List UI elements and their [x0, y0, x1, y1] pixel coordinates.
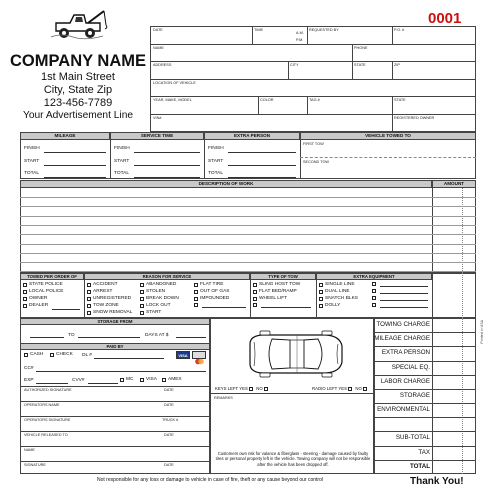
service-total-label: TOTAL: [114, 171, 130, 176]
location-label: LOCATION OF VEHICLE: [153, 81, 196, 85]
reason-for-service-header: REASON FOR SERVICE: [84, 273, 250, 280]
pm-label: P.M.: [296, 38, 304, 42]
release-signature-label: SIGNATURE: [24, 463, 46, 467]
type-of-tow-header: TYPE OF TOW: [250, 273, 316, 280]
po-label: P.O. #: [394, 28, 405, 32]
charge-label: LABOR CHARGE: [380, 377, 430, 385]
paid-by-header: PAID BY: [20, 343, 210, 350]
service-finish-label: FINISH: [114, 146, 130, 151]
reason-lock-out[interactable]: LOCK OUT: [140, 302, 171, 310]
reason-arrest[interactable]: ARREST: [87, 288, 112, 296]
paid-visa[interactable]: VISA: [140, 376, 157, 384]
towed-owner[interactable]: OWNER: [23, 295, 47, 303]
charge-label: TOTAL: [409, 462, 430, 470]
dl-label: DL #: [82, 353, 92, 358]
equip-other-4[interactable]: [372, 302, 378, 309]
work-line[interactable]: [20, 206, 476, 207]
paid-amex[interactable]: AMEX: [162, 376, 182, 384]
equip-dual-line[interactable]: DUAL LINE: [319, 288, 350, 296]
equip-other-3[interactable]: [372, 295, 378, 302]
service-start-label: START: [114, 159, 130, 164]
state-label: STATE: [354, 63, 366, 67]
charge-amount-field[interactable]: [434, 390, 474, 402]
side-print-text: Printed in USA: [480, 320, 484, 344]
extra-finish-label: FINISH: [208, 146, 224, 151]
state2-label: STATE: [394, 98, 406, 102]
paid-mc[interactable]: MC: [120, 376, 133, 384]
invoice-number: 0001: [428, 10, 462, 27]
name-label: NAME: [153, 46, 164, 50]
extra-person-header: EXTRA PERSON: [204, 132, 300, 140]
charge-amount-field[interactable]: [434, 376, 474, 388]
tow-other[interactable]: [253, 302, 259, 309]
release-name-label: NAME: [24, 448, 35, 452]
address-label: ADDRESS: [153, 63, 172, 67]
time-label: TIME: [254, 28, 264, 32]
reason-stolen[interactable]: STOLEN: [140, 288, 165, 296]
exp-label: EXP: [24, 378, 34, 383]
reason-impounded[interactable]: IMPOUNDED: [194, 295, 229, 303]
tow-truck-logo-icon: [50, 7, 108, 43]
date-field[interactable]: [153, 33, 250, 43]
vehicle-released-to-label: VEHICLE RELEASED TO: [24, 433, 68, 437]
tow-wheel-lift[interactable]: WHEEL LIFT: [253, 295, 287, 303]
charge-label: SPECIAL EQ.: [391, 363, 430, 371]
work-line[interactable]: [20, 197, 476, 198]
operators-name-label: OPERATORS NAME: [24, 403, 60, 407]
charge-label: ENVIRONMENTAL: [377, 406, 430, 414]
tow-flat-bed[interactable]: FLAT BED/RAMP: [253, 288, 297, 296]
extra-equipment-header: EXTRA EQUIPMENT: [316, 273, 432, 280]
mastercard-icon: [192, 351, 206, 359]
reason-snow-removal[interactable]: SNOW REMOVAL: [87, 309, 132, 317]
thank-you-text: Thank You!: [410, 476, 464, 487]
reason-out-of-gas[interactable]: OUT OF GAS: [194, 288, 230, 296]
cvv-label: CVV#: [72, 378, 85, 383]
vehicle-towed-to-header: VEHICLE TOWED TO: [300, 132, 476, 140]
date-label: DATE: [153, 28, 163, 32]
reason-accident[interactable]: ACCIDENT: [87, 281, 118, 289]
work-line[interactable]: [20, 216, 476, 217]
released-date-label: DATE: [164, 433, 174, 437]
storage-days-at-label: DAYS AT $: [145, 333, 169, 338]
city-label: CITY: [290, 63, 299, 67]
mileage-start-label: START: [24, 159, 40, 164]
tag-label: TAG #: [309, 98, 320, 102]
company-city: City, State Zip: [43, 84, 113, 96]
company-tagline: Your Advertisement Line: [22, 110, 134, 121]
work-line[interactable]: [20, 225, 476, 226]
equip-single-line[interactable]: SINGLE LINE: [319, 281, 355, 289]
authorized-date-label: DATE: [164, 388, 174, 392]
charge-amount-field[interactable]: [434, 447, 474, 459]
operators-signature-label: OPERATORS SIGNATURE: [24, 418, 71, 422]
cc-label: CC#: [24, 366, 34, 371]
second-tow-label: SECOND TOW: [303, 160, 330, 164]
charge-amount-field[interactable]: [434, 362, 474, 374]
reason-abandoned[interactable]: ABANDONED: [140, 281, 176, 289]
tow-sling-host[interactable]: SLING HOST TOW: [253, 281, 300, 289]
charge-amount-field[interactable]: [434, 404, 474, 416]
towed-local-police[interactable]: LOCAL POLICE: [23, 288, 63, 296]
mileage-finish-label: FINISH: [24, 146, 40, 151]
visa-card-icon: VISA: [176, 351, 190, 359]
reason-start[interactable]: START: [140, 309, 161, 317]
paid-cash[interactable]: CASH: [24, 351, 43, 359]
towed-per-order-header: TOWED PER ORDER OF: [20, 273, 84, 280]
phone-label: PHONE: [354, 46, 368, 50]
charge-label: SUB-TOTAL: [395, 434, 430, 442]
charge-label: EXTRA PERSON: [381, 349, 430, 357]
zip-label: ZIP: [394, 63, 400, 67]
extra-start-label: START: [208, 159, 224, 164]
mileage-header: MILEAGE: [20, 132, 110, 140]
reason-tow-zone[interactable]: TOW ZONE: [87, 302, 119, 310]
car-top-view-icon: [242, 330, 346, 378]
work-line[interactable]: [20, 253, 476, 254]
storage-from-header: STORAGE FROM: [20, 318, 210, 325]
charge-amount-field[interactable]: [434, 461, 474, 473]
amount-header: AMOUNT: [432, 180, 476, 188]
mileage-total-label: TOTAL: [24, 171, 40, 176]
truck-number-label: TRUCK #: [162, 418, 179, 422]
equip-dolly[interactable]: DOLLY: [319, 302, 340, 310]
work-line[interactable]: [20, 234, 476, 235]
color-label: COLOR: [260, 98, 274, 102]
requested-by-label: REQUESTED BY: [309, 28, 339, 32]
release-date-label: DATE: [164, 463, 174, 467]
service-time-header: SERVICE TIME: [110, 132, 204, 140]
work-line[interactable]: [20, 244, 476, 245]
registered-owner-label: REGISTERED OWNER: [394, 116, 435, 120]
vin-label: VIN#: [153, 116, 162, 120]
first-tow-label: FIRST TOW: [303, 142, 324, 146]
storage-to-label: TO: [68, 333, 75, 338]
charge-label: TOWING CHARGE: [376, 321, 430, 328]
reason-unregistered[interactable]: UNREGISTERED: [87, 295, 131, 303]
radio-left-field[interactable]: RADIO LEFT YES NO: [312, 386, 369, 391]
charge-amount-field[interactable]: [434, 432, 474, 444]
charge-label: TAX: [418, 448, 430, 456]
towed-dealer[interactable]: DEALER: [23, 302, 48, 310]
footer-disclaimer: Not responsible for any loss or damage to vehicle in case of fire, theft or any cause beyond our control: [97, 477, 323, 483]
reason-other[interactable]: [194, 302, 200, 309]
reason-flat-tire[interactable]: FLAT TIRE: [194, 281, 223, 289]
keys-left-field[interactable]: KEYS LEFT YES NO: [215, 386, 270, 391]
charge-amount-field[interactable]: [434, 319, 474, 331]
authorized-signature-label: AUTHORIZED SIGNATURE: [24, 388, 72, 392]
extra-total-label: TOTAL: [208, 171, 224, 176]
description-of-work-header: DESCRIPTION OF WORK: [20, 180, 432, 188]
charge-label: STORAGE: [399, 391, 430, 399]
remarks-label: REMARKS: [214, 396, 233, 400]
company-name: COMPANY NAME: [10, 52, 146, 70]
am-label: A.M.: [296, 31, 304, 35]
towed-state-police[interactable]: STATE POLICE: [23, 281, 63, 289]
equip-other-2[interactable]: [372, 288, 378, 295]
charge-amount-field[interactable]: [434, 347, 474, 359]
operators-date-label: DATE: [164, 403, 174, 407]
charge-amount-field[interactable]: [434, 333, 474, 345]
work-area: [20, 180, 476, 273]
equip-snatch-blks[interactable]: SNATCH BLKS: [319, 295, 358, 303]
paid-check[interactable]: CHECK: [50, 351, 73, 359]
storage-payment-box: [20, 318, 210, 474]
company-phone: 123-456-7789: [43, 97, 113, 109]
charge-amount-field[interactable]: [434, 418, 474, 430]
reason-break-down[interactable]: BREAK DOWN: [140, 295, 179, 303]
company-street: 1st Main Street: [41, 71, 115, 83]
charge-label: MILEAGE CHARGE: [374, 335, 430, 343]
disclaimer-text: Customers own risk for valance & fiberglass - steering - damage caused by faulty tires or personal property left in the vehicle. Towing company will not be responsible after the vehicle has been dropped off.: [215, 451, 371, 467]
year-make-model-label: YEAR, MAKE, MODEL: [153, 98, 192, 102]
equip-other-1[interactable]: [372, 281, 378, 288]
remarks-input[interactable]: [213, 402, 371, 448]
work-line[interactable]: [20, 262, 476, 263]
